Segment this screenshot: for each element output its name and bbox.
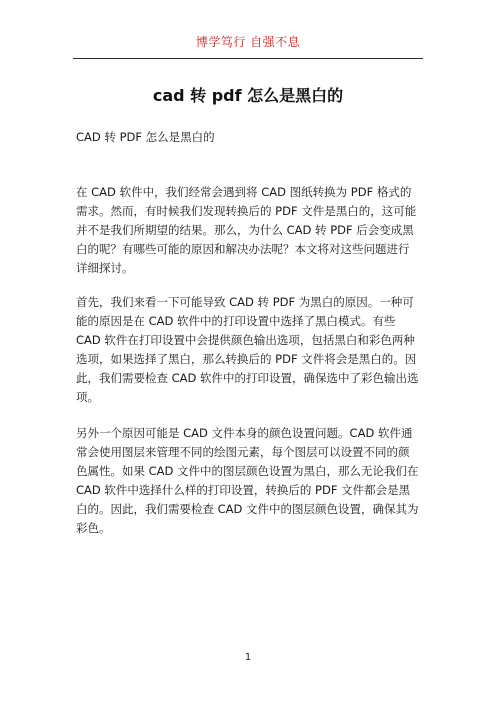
paragraph-line: 首先，我们来看一下可能导致 CAD 转 PDF 为黑白的原因。一种可 — [76, 295, 414, 309]
paragraph-line: 色属性。如果 CAD 文件中的图层颜色设置为黑白，那么无论我们在 — [76, 464, 419, 478]
paragraph-line: 能的原因是在 CAD 软件中的打印设置中选择了黑白模式。有些 — [76, 314, 396, 328]
paragraph-line: 另外一个原因可能是 CAD 文件本身的颜色设置问题。CAD 软件通 — [76, 426, 413, 440]
paragraph-1 — [76, 183, 422, 278]
paragraph-line: 在 CAD 软件中，我们经常会遇到将 CAD 图纸转换为 PDF 格式的 — [76, 185, 412, 199]
paragraph-line: 白的。因此，我们需要检查 CAD 文件中的图层颜色设置，确保其为 — [76, 502, 419, 516]
paragraph-line: 详细探讨。 — [76, 261, 134, 275]
page-number: 1 — [244, 652, 252, 663]
paragraph-line: 需求。然而，有时候我们发现转换后的 PDF 文件是黑白的，这可能 — [76, 204, 417, 218]
paragraph-line: 常会使用图层来管理不同的绘图元素，每个图层可以设置不同的颜 — [76, 445, 410, 459]
paragraph-2 — [76, 293, 422, 407]
paragraph-line: CAD 软件中选择什么样的打印设置，转换后的 PDF 文件都会是黑 — [76, 483, 411, 497]
header-divider — [73, 58, 423, 59]
paragraph-3 — [76, 424, 422, 538]
paragraph-line: CAD 软件在打印设置中会提供颜色输出选项，包括黑白和彩色两种 — [76, 333, 415, 347]
header-motto: 博学笃行 自强不息 — [195, 35, 301, 49]
paragraph-line: 项。 — [76, 390, 99, 404]
paragraph-line: 并不是我们所期望的结果。那么，为什么 CAD 转 PDF 后会变成黑 — [76, 223, 414, 237]
document-subtitle: CAD 转 PDF 怎么是黑白的 — [76, 130, 215, 144]
paragraph-line: 此，我们需要检查 CAD 软件中的打印设置，确保选中了彩色输出选 — [76, 371, 419, 385]
paragraph-line: 白的呢？有哪些可能的原因和解决办法呢？本文将对这些问题进行 — [76, 242, 410, 256]
document-title: cad 转 pdf 怎么是黑白的 — [152, 86, 344, 105]
paragraph-line: 彩色。 — [76, 521, 111, 535]
paragraph-line: 选项，如果选择了黑白，那么转换后的 PDF 文件将会是黑白的。因 — [76, 352, 417, 366]
